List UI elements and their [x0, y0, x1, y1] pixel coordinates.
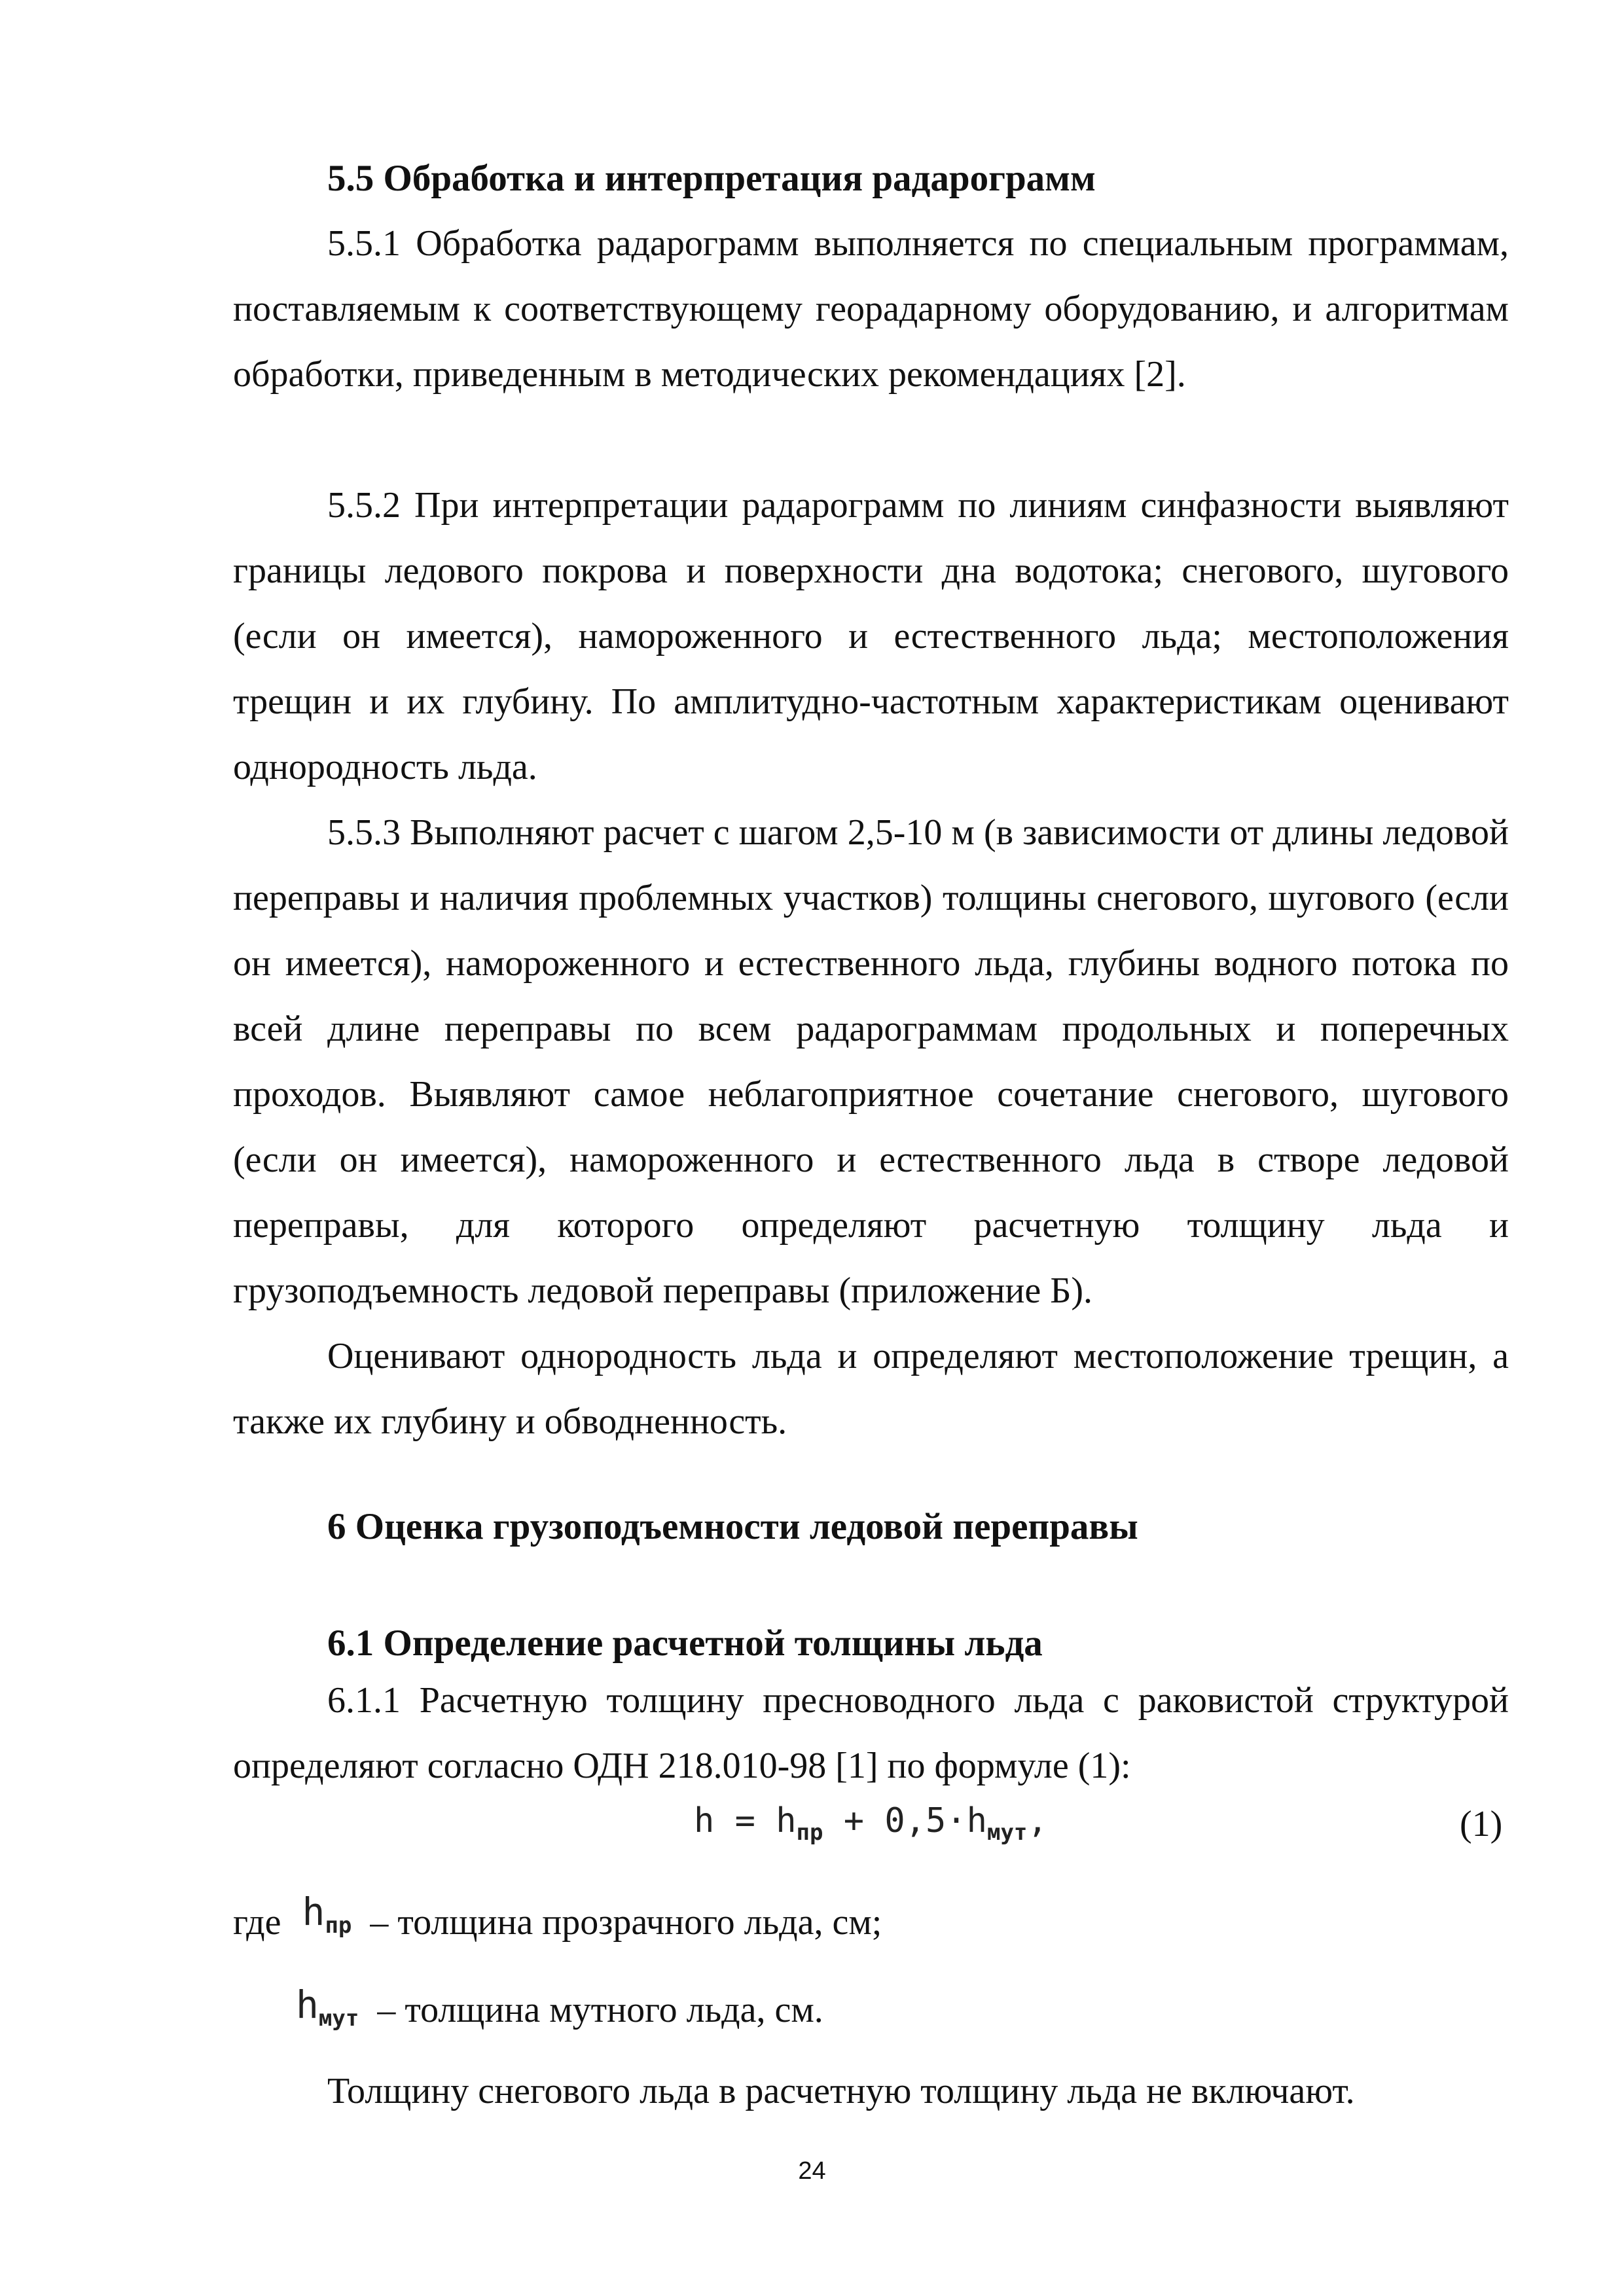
where-word: где — [233, 1902, 281, 1943]
paragraph-6-1-1: 6.1.1 Расчетную толщину пресноводного льда с раковистой структурой определяют согласно ОДН 218.010-98 [1] по формуле (1): — [233, 1680, 1509, 1786]
symbol-h-clear-letter: h — [302, 1890, 325, 1934]
formula-sub-cloudy: мут — [986, 1820, 1028, 1846]
definition-clear-text: – толщина прозрачного льда, см; — [370, 1902, 882, 1943]
definition-clear-ice — [233, 1890, 882, 1958]
symbol-h-cloudy-sub: мут — [318, 2005, 359, 2032]
page-number: 24 — [798, 2157, 826, 2185]
paragraph-5-5-2: 5.5.2 При интерпретации радарограмм по линиям синфазности выявляют границы ледового покрова и поверхности дна водотока; снегового, шугового (если он имеется), намороженного и естественного льда; местоположения трещин и их глубину. По амплитудно-частотным характеристикам оценивают однородность льда. — [233, 485, 1509, 787]
section-6-1-heading: 6.1 Определение расчетной толщины льда — [327, 1623, 1043, 1664]
formula-equals: = — [714, 1801, 776, 1840]
formula-1 — [694, 1795, 1048, 1859]
symbol-h-clear — [302, 1890, 352, 1939]
formula-sub-clear: пр — [796, 1820, 823, 1846]
paragraph-5-5-3: 5.5.3 Выполняют расчет с шагом 2,5-10 м (в зависимости от длины ледовой переправы и наличия проблемных участков) толщины снегового, шугового (если он имеется), намороженного и естественного льда, глубины водного потока по всей длине переправы по всем радарограммам продольных и поперечных проходов. Выявляют самое неблагоприятное сочетание снегового, шугового (если он имеется), намороженного и естественного льда в створе ледовой переправы, для которого определяют расчетную толщину льда и грузоподъемность ледовой переправы (приложение Б). — [233, 812, 1509, 1311]
equation-number: (1) — [1460, 1804, 1503, 1844]
section-6-heading: 6 Оценка грузоподъемности ледовой переправы — [327, 1506, 1138, 1547]
section-5-5-heading: 5.5 Обработка и интерпретация радарограмм — [327, 158, 1096, 199]
definition-cloudy-text: – толщина мутного льда, см. — [377, 1990, 823, 2030]
paragraph-ice-homogeneity: Оценивают однородность льда и определяют местоположение трещин, а также их глубину и обводненность. — [233, 1336, 1509, 1442]
formula-h-cloudy: h — [966, 1801, 987, 1840]
formula-plus-coef: + 0,5· — [823, 1801, 967, 1840]
definition-cloudy-ice — [296, 1982, 823, 2045]
paragraph-snow-ice-exclusion: Толщину снегового льда в расчетную толщину льда не включают. — [327, 2071, 1355, 2111]
symbol-h-cloudy-letter: h — [296, 1982, 319, 2027]
formula-comma: , — [1027, 1801, 1048, 1840]
formula-h-clear: h — [776, 1801, 797, 1840]
formula-lhs: h — [694, 1801, 715, 1840]
symbol-h-clear-sub: пр — [325, 1912, 352, 1939]
paragraph-5-5-1: 5.5.1 Обработка радарограмм выполняется по специальным программам, поставляемым к соответствующему георадарному оборудованию, и алгоритмам обработки, приведенным в методических рекомендациях [2]. — [233, 223, 1509, 395]
symbol-h-cloudy — [296, 1982, 359, 2032]
